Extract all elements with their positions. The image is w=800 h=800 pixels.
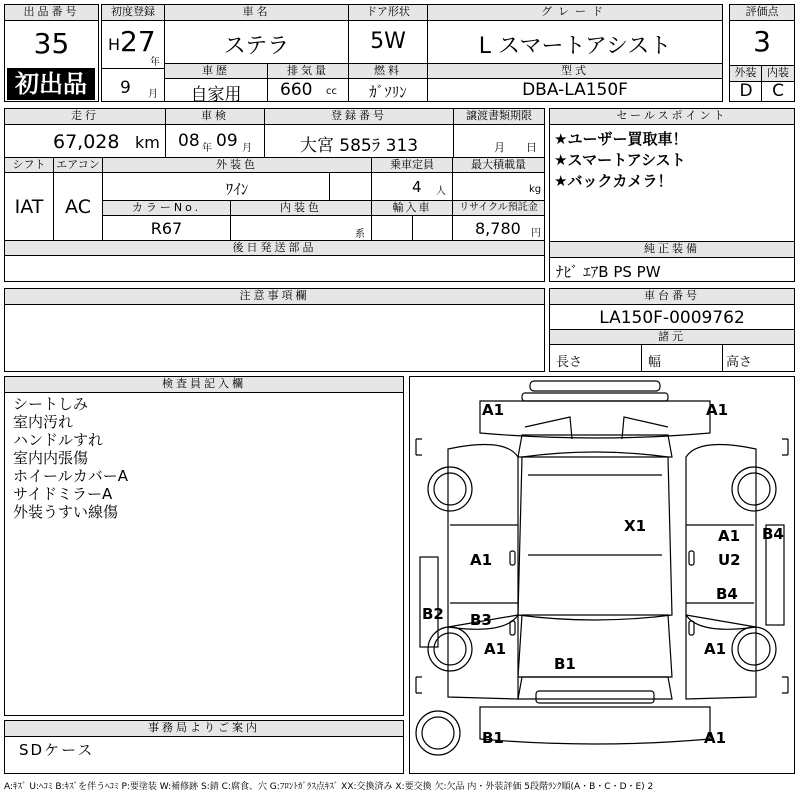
inspection-year: 08 (178, 131, 200, 151)
damage-mark-right-rear-fender: A1 (704, 640, 727, 658)
door-label: ドア形状 (348, 4, 428, 21)
damage-mark-front-left: A1 (482, 401, 505, 419)
inspection-month: 09 (216, 131, 238, 151)
first-registration-year: 27 (120, 25, 156, 58)
color-no-value: R67 (150, 219, 183, 238)
damage-mark-left-side-edge: B2 (422, 605, 444, 623)
ext-color-value: ﾜｲﾝ (225, 180, 249, 198)
dims-label: 諸元 (549, 329, 795, 345)
int-score-label: 内装 (761, 65, 795, 82)
score-label: 評価点 (729, 4, 795, 21)
inspection-month-unit: 月 (242, 143, 252, 154)
sales-points-box (549, 108, 795, 242)
damage-mark-left-rear-door: B3 (470, 611, 492, 629)
fuel-box (348, 63, 428, 102)
first-listing-badge: 初出品 (7, 68, 95, 100)
inspector-note: 外装うすい線傷 (13, 503, 119, 521)
shift-box (4, 157, 54, 241)
first-registration-era: H (108, 35, 121, 54)
damage-mark-front-right: A1 (706, 401, 729, 419)
office-value: SDケース (19, 741, 95, 759)
ext-color-label: 外装色 (102, 157, 372, 173)
inspector-note: サイドミラーA (13, 485, 113, 503)
model-box (427, 63, 723, 102)
int-color-unit: 系 (355, 229, 365, 240)
later-parts-label: 後日発送部品 (4, 240, 545, 256)
damage-mark-roof: X1 (624, 517, 647, 535)
door-box (348, 4, 428, 64)
grade-label: グレード (427, 4, 723, 21)
damage-mark-right-front-door-a: A1 (718, 527, 741, 545)
inspection-year-unit: 年 (202, 143, 212, 154)
model-value: DBA-LA150F (522, 80, 628, 100)
recycle-box (452, 200, 545, 241)
inspector-note: ホイールカバーA (13, 467, 128, 485)
equipment-value: ﾅﾋﾞ ｴｱB PS PW (556, 263, 661, 281)
transfer-day-unit: 日 (526, 141, 537, 154)
import-box (371, 200, 453, 241)
chassis-value: LA150F-0009762 (599, 308, 745, 328)
history-box (164, 63, 268, 105)
car-diagram (409, 376, 795, 774)
registration-label: 登録番号 (264, 108, 454, 125)
damage-mark-right-side-edge: B4 (762, 525, 784, 543)
max-load-unit: kg (529, 184, 542, 195)
equipment-box (549, 241, 795, 282)
inspector-box (4, 376, 404, 716)
first-registration-label: 初度登録 (101, 4, 165, 21)
capacity-label: 乗車定員 (371, 157, 453, 173)
shift-label: シフト (4, 157, 54, 173)
door-value: 5W (370, 29, 406, 54)
transfer-label: 譲渡書類期限 (453, 108, 545, 125)
inspector-note: シートしみ (13, 395, 89, 413)
office-label: 事務局よりご案内 (4, 720, 404, 737)
caution-label: 注意事項欄 (4, 288, 545, 305)
model-label: 型式 (427, 63, 723, 79)
first-registration-month-unit: 月 (148, 89, 158, 100)
max-load-label: 最大積載量 (452, 157, 545, 173)
transfer-box (453, 108, 545, 158)
int-color-box (230, 200, 372, 241)
car-name-value: ステラ (223, 34, 290, 59)
lot-number-box (4, 4, 99, 102)
transfer-month-unit: 月 (494, 141, 505, 154)
mileage-unit: km (135, 133, 160, 152)
score-box (729, 4, 795, 102)
int-color-label: 内装色 (230, 200, 372, 216)
equipment-label: 純正装備 (549, 241, 795, 258)
inspector-note: 室内汚れ (13, 413, 74, 431)
later-parts-box (4, 240, 545, 282)
inspector-notes (5, 395, 128, 521)
office-box (4, 720, 404, 774)
aircon-label: エアコン (53, 157, 103, 173)
fuel-label: 燃料 (348, 63, 428, 79)
chassis-box (549, 288, 795, 372)
grade-box (427, 4, 723, 64)
inspection-box (165, 108, 265, 158)
recycle-value: 8,780 (475, 219, 521, 238)
displacement-value: 660 (280, 80, 313, 100)
dims-height-label: 高さ (726, 355, 753, 370)
mileage-value: 67,028 (53, 131, 120, 153)
history-label: 車歴 (164, 63, 268, 79)
import-label: 輸入車 (371, 200, 453, 216)
recycle-label: リサイクル預託金 (452, 200, 545, 216)
sales-point-line: ★スマートアシスト (554, 151, 686, 169)
inspector-label: 検査員記入欄 (4, 376, 404, 393)
capacity-unit: 人 (436, 186, 446, 197)
first-registration-year-unit: 年 (150, 57, 160, 68)
sales-point-line: ★ユーザー買取車！ (554, 130, 688, 148)
caution-box (4, 288, 545, 372)
fuel-value: ｶﾞｿﾘﾝ (369, 83, 407, 101)
damage-mark-right-rear-door: B4 (716, 585, 738, 603)
int-score-value: C (772, 81, 784, 101)
score-value: 3 (753, 25, 771, 58)
grade-value: L スマートアシスト (478, 34, 672, 59)
chassis-label: 車台番号 (549, 288, 795, 305)
max-load-box (452, 157, 545, 201)
ext-score-value: D (739, 81, 753, 101)
sales-point-line: ★バックカメラ！ (554, 172, 673, 190)
car-name-label: 車名 (164, 4, 349, 21)
ext-color-box (102, 157, 372, 201)
dims-length-label: 長さ (556, 355, 583, 370)
damage-mark-left-rear-fender: A1 (484, 640, 507, 658)
sales-points-list (550, 129, 687, 192)
legend-footer: A:ｷｽﾞ U:ﾍｺﾐ B:ｷｽﾞを伴うﾍｺﾐ P:要塗装 W:補修跡 S:錆 C:腐食、穴 G:ﾌﾛﾝﾄｶﾞﾗｽ点ｷｽﾞ XX:交換済み X:要交換 欠:欠品 内・外装評価 5段階ﾗﾝｸ順(A・B・C・D・E) 2 (4, 782, 654, 792)
car-name-box (164, 4, 349, 64)
damage-mark-rear-gate: B1 (554, 655, 576, 673)
color-no-label: カラーNo. (102, 200, 231, 216)
mileage-box (4, 108, 166, 158)
registration-value: 大宮 585ﾗ 313 (299, 136, 419, 156)
damage-mark-rear-bumper-right: A1 (704, 729, 727, 747)
shift-value: IAT (14, 196, 44, 218)
displacement-box (267, 63, 349, 102)
mileage-label: 走行 (4, 108, 166, 125)
first-registration-box (101, 4, 165, 102)
car-outline-drawing (410, 377, 794, 773)
history-value: 自家用 (190, 85, 242, 105)
lot-number-value: 35 (33, 27, 70, 60)
damage-mark-right-front-door-u: U2 (718, 551, 741, 569)
color-no-box (102, 200, 231, 241)
dims-width-label: 幅 (648, 355, 662, 370)
aircon-value: AC (65, 196, 91, 218)
capacity-value: 4 (412, 178, 422, 196)
first-registration-month: 9 (120, 78, 131, 98)
damage-mark-rear-bumper-left: B1 (482, 729, 504, 747)
sales-points-label: セールスポイント (549, 108, 795, 125)
displacement-label: 排気量 (267, 63, 349, 79)
inspection-label: 車検 (165, 108, 265, 125)
displacement-unit: cc (326, 86, 337, 97)
capacity-box (371, 157, 453, 201)
inspector-note: 室内内張傷 (13, 449, 89, 467)
aircon-box (53, 157, 103, 241)
registration-box (264, 108, 454, 158)
lot-number-label: 出品番号 (4, 4, 99, 21)
ext-score-label: 外装 (729, 65, 762, 82)
recycle-unit: 円 (531, 228, 541, 239)
inspector-note: ハンドルすれ (13, 431, 104, 449)
damage-mark-left-front-door: A1 (470, 551, 493, 569)
